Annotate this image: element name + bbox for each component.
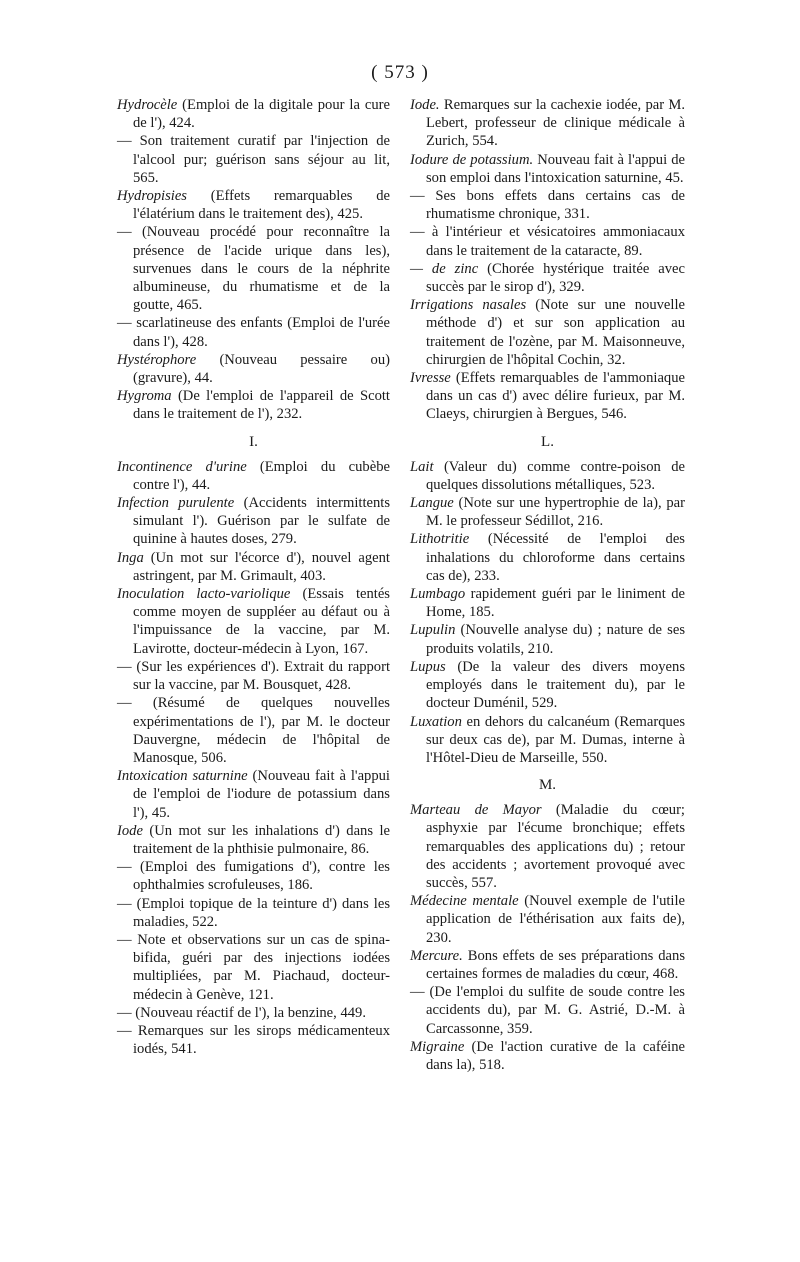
index-column-right	[410, 96, 685, 1074]
index-entry	[117, 895, 390, 931]
entry-heading: Inoculation lacto-variolique	[117, 586, 291, 603]
index-entry	[117, 458, 390, 494]
index-entry	[410, 494, 685, 530]
index-entry	[410, 296, 685, 369]
index-entry	[117, 931, 390, 1004]
entry-text: — Son traitement curatif par l'injection de l'alcool pur; guérison sans séjour au lit, 565.	[117, 133, 390, 186]
entry-text: — (Nouveau procédé pour reconnaître la présence de l'acide urique dans les), survenues dans le cours de la néphrite albumineuse, du rhumatisme et de la goutte, 465.	[117, 224, 390, 314]
entry-text: (Nouvelle analyse du) ; nature de ses produits volatils, 210.	[426, 622, 685, 657]
entry-heading: — de zinc	[410, 260, 479, 277]
index-entry	[410, 621, 685, 657]
index-entry	[117, 494, 390, 549]
entry-text: (Chorée hystérique traitée avec succès par le sirop d'), 329.	[426, 260, 685, 296]
index-entry	[410, 223, 685, 259]
index-entry	[117, 658, 390, 694]
index-entry	[117, 187, 390, 223]
entry-text: (Note sur une hypertrophie de la), par M. le professeur Sédillot, 216.	[426, 495, 685, 530]
index-entry	[410, 187, 685, 223]
entry-text: — (Emploi des fumigations d'), contre les ophthalmies scrofuleuses, 186.	[117, 859, 390, 894]
index-entry	[410, 151, 685, 187]
index-entry	[410, 260, 685, 296]
entry-text: rapidement guéri par le liniment de Home, 185.	[426, 586, 685, 621]
index-entry	[410, 892, 685, 947]
entry-text: (Accidents intermittents simulant l'). Guérison par le sulfate de quinine à hautes doses, 279.	[133, 495, 391, 548]
entry-heading: Luxation	[410, 713, 462, 730]
entry-text: (Valeur du) comme contre-poison de quelques dissolutions métalliques, 523.	[426, 458, 685, 493]
entry-heading: Hygroma	[117, 388, 172, 405]
index-entry	[410, 530, 685, 585]
entry-text: Bons effets de ses préparations dans certaines formes de maladies du cœur, 468.	[426, 947, 685, 982]
entry-text: (Effets remarquables de l'ammoniaque dans un cas d') avec délire furieux, par M. Claeys, chirurgien à Bergues, 546.	[426, 370, 685, 423]
section-letter: L.	[541, 433, 554, 450]
entry-text: (De l'action curative de la caféine dans la), 518.	[426, 1038, 685, 1073]
index-entry	[117, 351, 390, 387]
entry-heading: Hydrocèle	[117, 97, 178, 113]
entry-text: — (Nouveau réactif de l'), la benzine, 449.	[117, 1004, 366, 1021]
entry-text: (Un mot sur l'écorce d'), nouvel agent astringent, par M. Grimault, 403.	[133, 549, 390, 584]
entry-heading: Médecine mentale	[410, 893, 519, 910]
entry-text: Nouveau fait à l'appui de son emploi dans l'intoxication saturnine, 45.	[426, 151, 686, 186]
index-entry	[410, 713, 685, 768]
entry-heading: Marteau de Mayor	[410, 802, 542, 819]
entry-text: (Un mot sur les inhalations d') dans le traitement de la phthisie pulmonaire, 86.	[133, 822, 390, 857]
entry-text: — scarlatineuse des enfants (Emploi de l'urée dans l'), 428.	[117, 315, 390, 350]
section-letter: I.	[249, 433, 258, 450]
index-entry	[117, 767, 390, 822]
index-entry	[117, 1004, 390, 1022]
index-entry	[410, 947, 685, 983]
index-entry	[410, 1038, 685, 1074]
entry-text: (Maladie du cœur; asphyxie par l'écume bronchique; effets remarquables des applications du) ; retour des accidents ; avortement provoqué avec succès, 557.	[426, 802, 685, 891]
index-entry	[117, 822, 390, 858]
entry-heading: Ivresse	[410, 370, 451, 387]
entry-heading: Lithotritie	[410, 531, 470, 548]
entry-heading: Lait	[410, 458, 434, 475]
index-entry	[117, 694, 390, 767]
index-entry	[117, 314, 390, 350]
entry-text: (Nécessité de l'emploi des inhalations du chloroforme dans certains cas de), 233.	[426, 531, 685, 584]
index-entry	[117, 585, 390, 658]
entry-text: (Emploi du cubèbe contre l'), 44.	[133, 458, 390, 493]
entry-text: (Essais tentés comme moyen de suppléer au défaut ou à l'impuissance de la vaccine, par M. Lavirotte, docteur-médecin à Lyon, 167.	[133, 586, 390, 657]
index-entry	[117, 132, 390, 187]
index-entry	[117, 1022, 390, 1058]
index-entry	[410, 801, 685, 892]
entry-heading: Lumbago	[410, 586, 466, 603]
entry-heading: Langue	[410, 495, 454, 512]
entry-text: — Remarques sur les sirops médicamenteux iodés, 541.	[117, 1022, 390, 1058]
index-entry	[410, 458, 685, 494]
index-entry	[410, 96, 685, 151]
entry-heading: Inga	[117, 549, 144, 566]
entry-heading: Iode	[117, 822, 143, 839]
entry-text: (Effets remarquables de l'élatérium dans le traitement des), 425.	[133, 188, 390, 223]
entry-heading: Infection purulente	[117, 495, 235, 512]
entry-text: — (Emploi topique de la teinture d') dans les maladies, 522.	[117, 895, 390, 930]
entry-heading: Irrigations nasales	[410, 297, 527, 314]
index-entry	[117, 223, 390, 314]
page-number: ( 573 )	[371, 62, 429, 83]
section-letter: M.	[538, 777, 557, 794]
entry-text: (Nouveau pessaire ou) (gravure), 44.	[133, 351, 390, 387]
entry-text: en dehors du calcanéum (Remarques sur deux cas de), par M. Dumas, interne à l'Hôtel-Dieu de Marseille, 550.	[426, 713, 685, 766]
index-entry	[117, 549, 390, 585]
index-entry	[117, 96, 390, 132]
entry-heading: Intoxication saturnine	[117, 768, 248, 785]
entry-heading: Iode.	[410, 97, 440, 113]
entry-text: — Ses bons effets dans certains cas de rhumatisme chronique, 331.	[410, 188, 685, 223]
entry-text: (Emploi de la digitale pour la cure de l'), 424.	[133, 97, 390, 132]
index-entry	[117, 858, 390, 894]
index-entry	[410, 585, 685, 621]
entry-text: (De l'emploi de l'appareil de Scott dans le traitement de l'), 232.	[133, 388, 390, 423]
entry-heading: Hystérophore	[117, 351, 197, 368]
entry-heading: Incontinence d'urine	[117, 458, 247, 475]
entry-text: — Note et observations sur un cas de spina-bifida, guéri par des injections iodées multipliées, par M. Piachaud, docteur-médecin à Genève, 121.	[117, 931, 390, 1003]
entry-heading: Mercure.	[410, 947, 463, 964]
entry-text: (De la valeur des divers moyens employés dans le traitement du), par le docteur Duménil, 529.	[426, 658, 685, 712]
entry-text: — à l'intérieur et vésicatoires ammoniacaux dans le traitement de la cataracte, 89.	[410, 224, 685, 259]
entry-text: — (Résumé de quelques nouvelles expérimentations de l'), par M. le docteur Dauvergne, médecin de l'hôpital de Manosque, 506.	[117, 695, 390, 766]
index-column-left	[117, 96, 390, 1058]
entry-heading: Migraine	[410, 1038, 465, 1055]
entry-text: (Nouvel exemple de l'utile application de l'éthérisation aux faits de), 230.	[426, 893, 686, 946]
entry-heading: Iodure de potassium.	[410, 151, 534, 168]
entry-text: — (Sur les expériences d'). Extrait du rapport sur la vaccine, par M. Bousquet, 428.	[117, 658, 390, 694]
index-entry	[117, 387, 390, 423]
entry-heading: Hydropisies	[117, 188, 187, 205]
entry-heading: Lupus	[410, 658, 446, 675]
index-entry	[410, 658, 685, 713]
entry-heading: Lupulin	[410, 622, 456, 639]
entry-text: (Note sur une nouvelle méthode d') et sur son application au traitement de l'ozène, par M. Maisonneuve, chirurgien de l'hôpital Cochin, 32.	[426, 297, 685, 368]
index-entry	[410, 369, 685, 424]
entry-text: (Nouveau fait à l'appui de l'emploi de l'iodure de potassium dans l'), 45.	[133, 768, 390, 821]
index-entry	[410, 983, 685, 1038]
entry-text: Remarques sur la cachexie iodée, par M. Lebert, professeur de clinique médicale à Zurich, 554.	[426, 97, 685, 150]
entry-text: — (De l'emploi du sulfite de soude contre les accidents du), par M. G. Astrié, D.-M. à Carcassonne, 359.	[410, 984, 685, 1037]
